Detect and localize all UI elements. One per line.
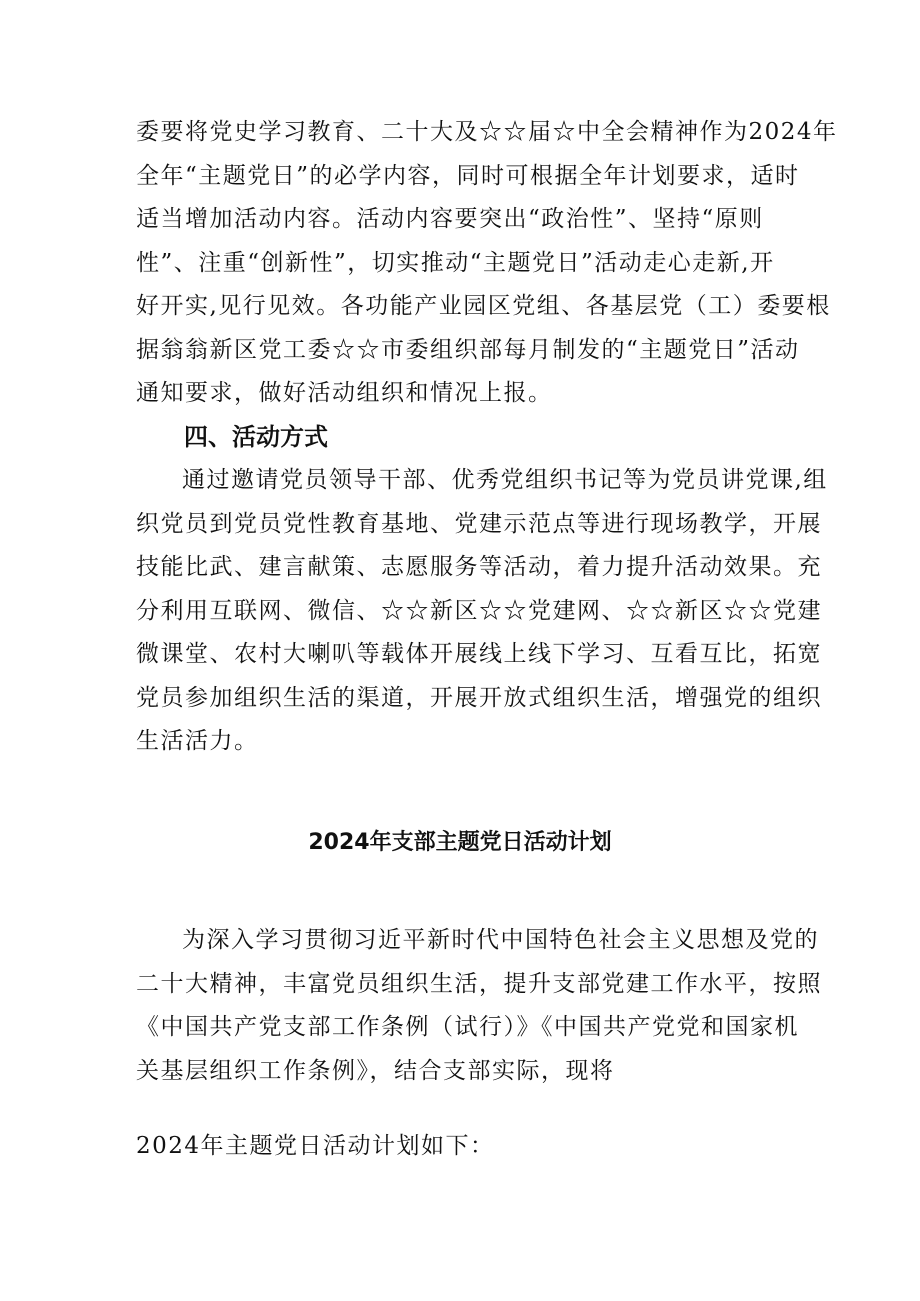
paragraph-line: 《中国共产党支部工作条例（试行）》《中国共产党党和国家机 <box>136 1014 799 1040</box>
paragraph-line: 二十大精神，丰富党员组织生活，提升支部党建工作水平，按照 <box>136 971 822 997</box>
paragraph-line: 适当增加活动内容。活动内容要突出“政治性”、坚持“原则 <box>136 206 764 232</box>
paragraph-line: 性”、注重“创新性”，切实推动“主题党日”活动走心走新,开 <box>136 250 775 276</box>
section-heading: 四、活动方式 <box>184 423 328 451</box>
paragraph-line: 党员参加组织生活的渠道，开展开放式组织生活，增强党的组织 <box>136 685 822 711</box>
paragraph-line: 技能比武、建言献策、志愿服务等活动，着力提升活动效果。充 <box>136 554 822 580</box>
paragraph-line: 据翁翁新区党工委☆☆市委组织部每月制发的“主题党日”活动 <box>136 337 800 363</box>
paragraph-line: 微课堂、农村大喇叭等载体开展线上线下学习、互看互比，拓宽 <box>136 641 822 667</box>
paragraph-line: 关基层组织工作条例》，结合支部实际，现将 <box>136 1058 615 1084</box>
paragraph-line: 全年“主题党日”的必学内容，同时可根据全年计划要求，适时 <box>136 163 800 189</box>
paragraph-line: 通过邀请党员领导干部、优秀党组织书记等为党员讲党课,组 <box>182 467 828 493</box>
paragraph-line: 2024年主题党日活动计划如下： <box>136 1133 495 1159</box>
paragraph-line: 委要将党史学习教育、二十大及☆☆届☆中全会精神作为2024年 <box>136 119 838 145</box>
paragraph-line: 织党员到党员党性教育基地、党建示范点等进行现场教学，开展 <box>136 511 822 537</box>
paragraph-line: 生活活力。 <box>136 728 259 754</box>
paragraph-line: 为深入学习贯彻习近平新时代中国特色社会主义思想及党的 <box>182 927 819 953</box>
paragraph-line: 好开实,见行见效。各功能产业园区党组、各基层党（工）委要根 <box>136 293 831 319</box>
paragraph-line: 通知要求，做好活动组织和情况上报。 <box>136 380 553 406</box>
paragraph-line: 分利用互联网、微信、☆☆新区☆☆党建网、☆☆新区☆☆党建 <box>136 598 822 624</box>
document-title: 2024年支部主题党日活动计划 <box>308 830 612 855</box>
